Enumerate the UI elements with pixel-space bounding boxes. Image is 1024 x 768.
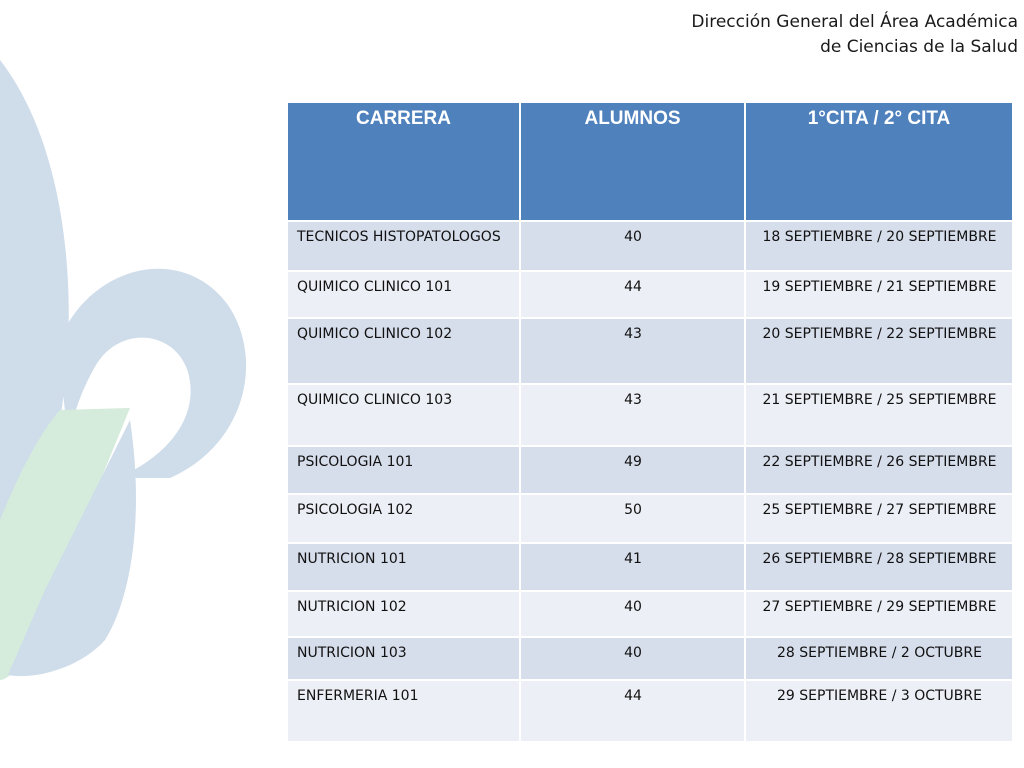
cell-alumnos: 43 (520, 318, 745, 384)
cell-alumnos: 44 (520, 680, 745, 742)
cell-alumnos: 41 (520, 543, 745, 591)
column-header-alumnos: ALUMNOS (520, 102, 745, 221)
cell-carrera: PSICOLOGIA 101 (287, 446, 520, 494)
header-line-1: Dirección General del Área Académica (691, 12, 1018, 32)
table-row (287, 637, 1013, 680)
cell-carrera: PSICOLOGIA 102 (287, 494, 520, 543)
table-row (287, 221, 1013, 271)
table-row (287, 271, 1013, 318)
column-header-citas: 1°CITA / 2° CITA (745, 102, 1013, 221)
appointments-table (286, 101, 1014, 743)
cell-citas: 26 SEPTIEMBRE / 28 SEPTIEMBRE (745, 543, 1013, 591)
table-row (287, 318, 1013, 384)
table-row (287, 384, 1013, 446)
header-line-2: de Ciencias de la Salud (820, 37, 1018, 57)
cell-citas: 25 SEPTIEMBRE / 27 SEPTIEMBRE (745, 494, 1013, 543)
table-row (287, 680, 1013, 742)
cell-citas: 22 SEPTIEMBRE / 26 SEPTIEMBRE (745, 446, 1013, 494)
cell-alumnos: 49 (520, 446, 745, 494)
cell-alumnos: 50 (520, 494, 745, 543)
cell-citas: 18 SEPTIEMBRE / 20 SEPTIEMBRE (745, 221, 1013, 271)
cell-citas: 29 SEPTIEMBRE / 3 OCTUBRE (745, 680, 1013, 742)
table-row (287, 591, 1013, 637)
cell-alumnos: 40 (520, 591, 745, 637)
cell-citas: 19 SEPTIEMBRE / 21 SEPTIEMBRE (745, 271, 1013, 318)
cell-carrera: QUIMICO CLINICO 101 (287, 271, 520, 318)
cell-alumnos: 43 (520, 384, 745, 446)
cell-citas: 20 SEPTIEMBRE / 22 SEPTIEMBRE (745, 318, 1013, 384)
cell-carrera: ENFERMERIA 101 (287, 680, 520, 742)
cell-carrera: NUTRICION 102 (287, 591, 520, 637)
cell-alumnos: 44 (520, 271, 745, 318)
cell-alumnos: 40 (520, 637, 745, 680)
cell-carrera: QUIMICO CLINICO 102 (287, 318, 520, 384)
cell-carrera: QUIMICO CLINICO 103 (287, 384, 520, 446)
table-header-row (287, 102, 1013, 221)
cell-carrera: TECNICOS HISTOPATOLOGOS (287, 221, 520, 271)
column-header-carrera: CARRERA (287, 102, 520, 221)
cell-carrera: NUTRICION 103 (287, 637, 520, 680)
cell-citas: 21 SEPTIEMBRE / 25 SEPTIEMBRE (745, 384, 1013, 446)
page-header (691, 10, 1018, 60)
table-row (287, 543, 1013, 591)
cell-citas: 27 SEPTIEMBRE / 29 SEPTIEMBRE (745, 591, 1013, 637)
table-row (287, 446, 1013, 494)
table-row (287, 494, 1013, 543)
cell-citas: 28 SEPTIEMBRE / 2 OCTUBRE (745, 637, 1013, 680)
cell-alumnos: 40 (520, 221, 745, 271)
cell-carrera: NUTRICION 101 (287, 543, 520, 591)
